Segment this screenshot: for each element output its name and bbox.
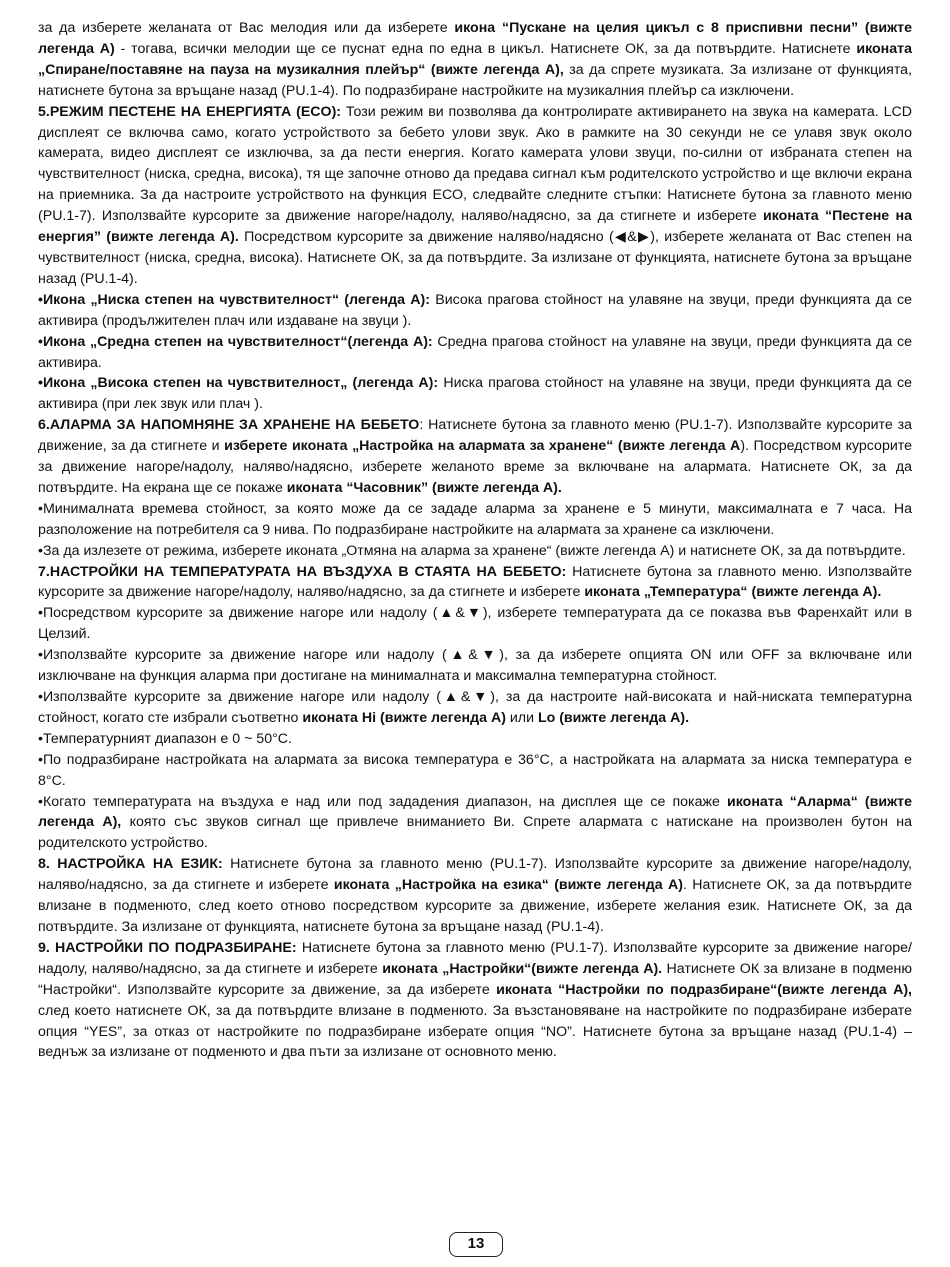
paragraph (38, 687, 912, 729)
bold-text: иконата “Часовник” (вижте легенда А). (286, 479, 562, 496)
paragraph (38, 750, 912, 792)
paragraph (38, 792, 912, 855)
text-run: Натиснете бутона за главното меню (PU.1-7). Използвайте курсорите за движение нагоре/надолу, наляво/надясно, за да стигнете и изберете (38, 939, 912, 977)
text-run: •Посредством курсорите за движение нагоре или надолу (▲&▼), изберете температурата да се показва във Фаренхайт или в Целзий. (38, 605, 912, 643)
bold-text: икона “Пускане на целия цикъл с 8 приспивни песни” (вижте легенда А) (38, 20, 912, 57)
paragraph (38, 102, 912, 290)
bold-text: иконата „Настройка на езика“ (вижте легенда А) (333, 877, 683, 894)
paragraph (38, 290, 912, 332)
paragraph (38, 729, 912, 750)
bold-text: изберете иконата „Настройка на алармата за хранене“ (вижте легенда А (224, 438, 741, 455)
bold-text: •Икона „Средна степен на чувствителност“(легенда А): (38, 333, 433, 350)
paragraph (38, 938, 912, 1063)
text-run: - тогава, всички мелодии ще се пуснат една по една в цикъл. Натиснете ОК, за да потвърдите. Натиснете (114, 40, 857, 57)
text-run: Натиснете бутона за главното меню. Използвайте курсорите за движение нагоре/надолу, наляво/надясно, за да стигнете и изберете (38, 563, 912, 601)
text-run: •За да излезете от режима, изберете иконата „Отмяна на аларма за хранене“ (вижте легенда А) и натиснете ОК, за да потвърдите. (38, 542, 906, 559)
text-run: Ниска прагова стойност на улавяне на звуци, преди функцията да се активира (при лек звук или плач ). (38, 375, 912, 413)
bold-text: •Икона „Висока степен на чувствителност„ (легенда А): (38, 375, 439, 392)
bold-text: иконата „Настройки“(вижте легенда А). (382, 960, 663, 977)
document-body (38, 18, 912, 1063)
paragraph (38, 854, 912, 938)
bold-text: 8. НАСТРОЙКА НА ЕЗИК: (38, 856, 223, 873)
bold-text: иконата Hi (вижте легенда А) (302, 709, 506, 726)
bold-text: иконата „Спиране/поставяне на пауза на музикалния плейър“ (вижте легенда А), (38, 40, 912, 78)
text-run: Натиснете бутона за главното меню (PU.1-7). Използвайте курсорите за движение нагоре/надолу, наляво/надясно, за да стигнете и изберете (38, 856, 912, 894)
paragraph (38, 603, 912, 645)
text-run: Висока прагова стойност на улавяне на звуци, преди функцията да се активира (продължителен плач или издаване на звуци ). (38, 291, 912, 329)
text-run: •Минималната времева стойност, за която може да се зададе аларма за хранене е 5 минути, максималната е 7 часа. На разположение на потребителя са 9 нива. По подразбиране настройките на алармата за хранене са изключени. (38, 500, 912, 538)
text-run: •Използвайте курсорите за движение нагоре или надолу (▲&▼), за да настроите най-високата и най-ниската температурна стойност, когато сте избрали съответно (38, 689, 912, 726)
text-run: за да изберете желаната от Вас мелодия или да изберете (38, 20, 455, 36)
paragraph (38, 499, 912, 541)
page-number: 13 (449, 1232, 503, 1257)
bold-text: 9. НАСТРОЙКИ ПО ПОДРАЗБИРАНЕ: (38, 939, 297, 956)
text-run: която със звуков сигнал ще привлече вниманието Ви. Спрете алармата с натискане на произволен бутон на родителското устройство. (38, 814, 912, 852)
paragraph (38, 332, 912, 374)
text-run: : Натиснете бутона за главното меню (PU.1-7). Използвайте курсорите за движение, за да стигнете и (38, 417, 913, 455)
text-run: •Температурният диапазон е 0 ~ 50°C. (38, 730, 292, 747)
paragraph (38, 373, 912, 415)
paragraph (38, 541, 912, 562)
bold-text: 6.АЛАРМА ЗА НАПОМНЯНЕ ЗА ХРАНЕНЕ НА БЕБЕТО (38, 417, 420, 434)
bold-text: иконата “Аларма“ (вижте легенда А), (38, 793, 912, 831)
text-run: след което натиснете ОК, за да потвърдите влизане в подменюто. За възстановяване на настройките по подразбиране изберате опция “YES”, за отказ от настройките по подразбиране изберате опция “NO”. Натиснете бутона за връщане назад (PU.1-4) – веднъж за излизане от подменюто и два пъти за излизане от основното меню. (38, 1002, 912, 1061)
paragraph (38, 562, 912, 604)
text-run: Този режим ви позволява да контролирате активирането на звука на камерата. LCD дисплеят се включва само, когато устройството за бебето улови звук. Ако в рамките на 30 секунди не се улавя звук около камерата, видео дисплеят се изключва, за да пести енергия. Когато камерата улови звуци, по-силни от избраната степен на чувствителност (ниска, средна, висока), тя ще започне отново да предава сигнал към родителското устройство и ще включи екрана на приемника. За да настроите устройството на функция ЕСО, следвайте следните стъпки: Натиснете бутона за главното меню (PU.1-7). Използвайте курсорите за движение нагоре/надолу, наляво/надясно, за да стигнете и изберете (38, 103, 912, 225)
paragraph (38, 18, 912, 102)
bold-text: 7.НАСТРОЙКИ НА ТЕМПЕРАТУРАТА НА ВЪЗДУХА В СТАЯТА НА БЕБЕТО: (38, 563, 567, 580)
paragraph (38, 645, 912, 687)
bold-text: иконата “Настройки по подразбиране“(вижте легенда А), (496, 981, 912, 998)
text-run: Средна прагова стойност на улавяне на звуци, преди функцията да се активира. (38, 333, 912, 371)
bold-text: иконата „Температура“ (вижте легенда А). (584, 584, 882, 601)
bold-text: Lo (вижте легенда А). (537, 709, 690, 726)
text-run: •По подразбиране настройката на алармата за висока температура е 36°C, а настройката на алармата за ниска температура е 8°C. (38, 751, 912, 789)
text-run: . Натиснете ОК, за да потвърдите влизане в подменюто, след което отново посредством курсорите за движение, изберете желания език. Натиснете ОК, за да потвърдите. За излизане от функцията, натиснете бутона за връщане назад (PU.1-4). (38, 877, 913, 935)
text-run: •Използвайте курсорите за движение нагоре или надолу (▲&▼), за да изберете опцията ON или OFF за включване или изключване на функция аларма при достигане на минималната и максимална температурна стойност. (38, 647, 912, 685)
text-run: или (505, 709, 538, 726)
text-run: Натиснете ОК за влизане в подменю “Настройки“. Използвайте курсорите за движение, за да изберете (38, 960, 912, 998)
bold-text: •Икона „Ниска степен на чувствителност“ (легенда А): (38, 291, 430, 308)
text-run: •Когато температурата на въздуха е над или под зададения диапазон, на дисплея ще се покаже (38, 793, 728, 810)
text-run: ). Посредством курсорите за движение нагоре/надолу, наляво/надясно, изберете желаното време за включване на алармата. Натиснете ОК, за да потвърдите. На екрана ще се покаже (38, 438, 912, 496)
text-run: Посредством курсорите за движение наляво/надясно (◀&▶), изберете желаната от Вас степен на чувствителност (ниска, средна, висока). Натиснете ОК, за да потвърдите. За излизане от функцията, натиснете бутона за връщане назад (PU.1-4). (38, 229, 912, 287)
paragraph (38, 415, 912, 499)
bold-text: иконата “Пестене на енергия” (вижте легенда А). (38, 208, 912, 246)
text-run: за да спрете музиката. За излизане от функцията, натиснете бутона за връщане назад (PU.1-4). По подразбиране настройките на музикалния плейър са изключени. (38, 61, 912, 99)
bold-text: 5.РЕЖИМ ПЕСТЕНЕ НА ЕНЕРГИЯТА (ECO): (38, 103, 342, 120)
